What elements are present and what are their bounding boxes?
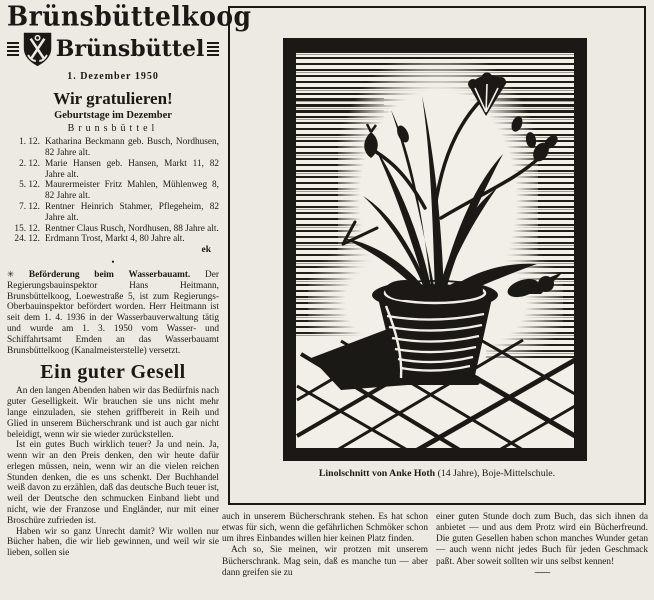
caption-credit: Linolschnitt von Anke Hoth <box>318 468 436 479</box>
entry-text: Rentner Heinrich Stahmer, Pflegeheim, 82 Jahre alt. <box>45 201 219 223</box>
article-heading: Ein guter Gesell <box>40 361 186 384</box>
masthead-title-line2: Brünsbüttel <box>55 36 205 63</box>
artwork-caption <box>230 468 644 479</box>
article-paragraph: Ist ein gutes Buch wirklich teuer? Ja und nein. Ja, wenn wir an den Preis denken, den wir heute dafür erlegen müssen, nein, wenn wir an die vielen reichen Stunden denken, die es uns schenkt. Der Buchhandel weiß davon zu erzählen, daß das deutsche Buch teuer ist, weil der Deutsche den schmucken Einband liebt und nicht, wie der Franzose und Engländer, nur mit einer Broschüre zufrieden ist. <box>7 440 219 526</box>
byline: ek <box>201 245 211 256</box>
masthead-date: 1. Dezember 1950 <box>67 71 159 83</box>
birthday-list <box>7 137 219 245</box>
entry-text: Marie Hansen geb. Hansen, Markt 11, 82 Jahre alt. <box>45 158 219 180</box>
entry-date: 1. 12. <box>19 137 40 148</box>
promotion-body: Der Regierungsbauinspektor Hans Heitmann, Brunsbüttelkoog, Loewestraße 5, ist zum Regierungs-Oberbauinspektor befördert worden. Herr Heitmann ist seit dem 1. 4. 1936 in der Wasserbauverwaltung tätig und wurde am 1. 3. 1950 vom Wasser- und Schiffahrtsamt Emden an das Wasserbauamt Brunsbüttelkoog (Kanalmeisterstelle) versetzt. <box>7 270 219 356</box>
banner-flourish-icon <box>7 42 19 56</box>
right-column <box>436 512 648 575</box>
congrats-subheading: Geburtstage im Dezember <box>54 110 172 122</box>
banner-flourish-icon <box>207 42 219 56</box>
caption-detail: (14 Jahre), Boje-Mittelschule. <box>437 468 556 479</box>
promotion-article <box>7 270 219 356</box>
entry-date: 2. 12. <box>19 158 40 169</box>
section-separator: • <box>111 257 115 268</box>
birthday-entry <box>7 137 219 159</box>
article-paragraph: An den langen Abenden haben wir das Bedürfnis nach guter Geselligkeit. Wir brauchen sie uns nicht mehr lange einzuladen, sie stehen griffbereit in Reih und Glied in unserem Bücherschrank und ist auch gar nicht beleidigt, wenn wir sie wieder zurückstellen. <box>7 386 219 440</box>
masthead-title-line1: Brünsbüttelkoog <box>7 0 252 33</box>
congrats-heading: Wir gratulieren! <box>53 89 173 109</box>
asterisk-icon: ✳ <box>7 270 15 281</box>
article-paragraph: Haben wir so ganz Unrecht damit? Wir wollen nur Bücher haben, die wir lieb gewinnen, und weil wir sie lieben, sollen sie <box>7 526 219 559</box>
linocut-flowerpot-image <box>283 38 587 461</box>
article-paragraph: Ach so, Sie meinen, wir protzen mit unserem Bücherschrank. Mag sein, daß es manche tun — aber dann greifen sie zu <box>222 545 428 578</box>
article-paragraph: auch in unserem Bücherschrank stehen. Es hat schon etwas für sich, wenn die gefährlichen Schmöker schon um ihres Einbandes willen hier keinen Platz finden. <box>222 512 428 545</box>
entry-text: Maurermeister Fritz Mahlen, Mühlenweg 8, 82 Jahre alt. <box>45 180 219 202</box>
promotion-lead: Beförderung beim Wasserbauamt. <box>28 270 191 281</box>
birthday-entry <box>7 180 219 202</box>
crest-crossed-anchors-icon <box>22 31 53 67</box>
birthday-entry <box>7 224 219 235</box>
entry-text: Erdmann Trost, Markt 4, 80 Jahre alt. <box>45 234 185 245</box>
congrats-location: Brunsbüttel <box>67 123 159 135</box>
masthead <box>7 0 252 83</box>
linocut-drawing <box>283 38 587 461</box>
entry-date: 7. 12. <box>19 201 40 212</box>
entry-date: 24. 12. <box>14 234 40 245</box>
birthday-entry <box>7 159 219 181</box>
masthead-title-line2-row <box>7 31 219 67</box>
birthday-entry <box>7 202 219 224</box>
article-paragraph: einer guten Stunde doch zum Buch, das sich ihnen da anbietet — und aus dem Protz wird ein Bücherfreund. Die guten Gesellen haben schon manches Wunder getan — auch wenn nicht jedes Buch für jeden Geschmack paßt. Aber soweit sollten wir uns selbst kennen! <box>436 512 648 567</box>
entry-text: Rentner Claus Rusch, Nordhusen, 88 Jahre alt. <box>45 223 219 234</box>
entry-text: Katharina Beckmann geb. Busch, Nordhusen, 82 Jahre alt. <box>45 137 219 159</box>
end-squiggle-icon: ~~~~ <box>534 567 550 577</box>
entry-date: 5. 12. <box>19 180 40 191</box>
birthday-entry <box>7 234 219 245</box>
middle-column <box>222 512 428 579</box>
entry-date: 15. 12. <box>14 223 40 234</box>
artwork-box <box>228 6 646 505</box>
left-column <box>7 0 252 559</box>
